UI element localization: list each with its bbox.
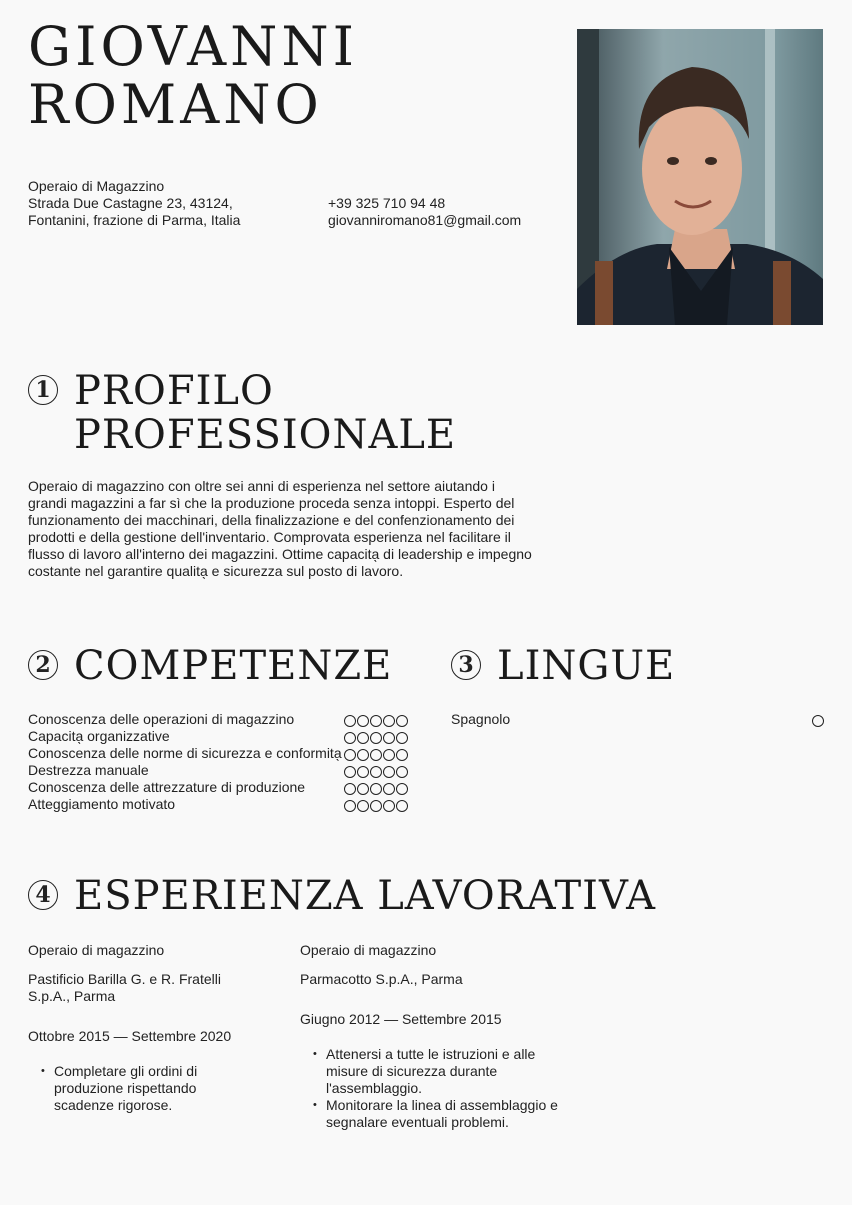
skill-label: Capacita̖ organizzative [28,728,170,744]
profile-text: Operaio di magazzino con oltre sei anni di esperienza nel settore aiutando i grandi magazzini a far sì che la produzione proceda senza intoppi. Esperto del funzionamento dei macchinari, della finalizzazione e del confenzionamento dei prodotti e della gestione dell'inventario. Comprovata esperienza nel facilitare il flusso di lavoro all'interno dei magazzini. Ottime capacita̖ di leadership e impegno costante nel garantire qualita̖ e sicurezza sul posto di lavoro. [28,478,532,579]
rating-circle-icon [370,766,382,778]
profile-photo [577,29,823,325]
name-last: ROMANO [28,73,323,136]
job-duty: • Completare gli ordini di produzione rispettando scadenze rigorose. [54,1063,258,1114]
skills-list [28,711,408,813]
rating-circle-icon [370,800,382,812]
candidate-name [28,15,358,136]
job-role: Operaio di magazzino [300,942,437,958]
job-duties [28,1063,258,1114]
rating-circle-icon [383,800,395,812]
rating-circles [344,749,408,762]
rating-circle-icon [357,732,369,744]
rating-circles [344,800,408,813]
rating-circle-icon [344,783,356,795]
profile-section [28,369,548,457]
rating-circle-icon [383,732,395,744]
rating-circles [344,783,408,796]
job-duty: • Monitorare la linea di assemblaggio e segnalare eventuali problemi. [326,1097,560,1131]
name-first: GIOVANNI [28,15,358,78]
contact-left [28,178,318,229]
skill-label: Conoscenza delle norme di sicurezza e conformita̖ [28,745,342,761]
rating-circle-icon [396,715,408,727]
address-line-2: Fontanini, frazione di Parma, Italia [28,212,241,228]
skill-row [451,711,824,728]
skill-label: Atteggiamento motivato [28,796,176,812]
job-period: Ottobre 2015 — Settembre 2020 [28,1028,232,1044]
rating-circle-icon [357,766,369,778]
skill-label: Conoscenza delle operazioni di magazzino [28,711,295,727]
rating-circle-icon [396,766,408,778]
rating-circle-icon [344,732,356,744]
rating-circle-icon [344,715,356,727]
job-entry [300,942,560,1131]
profile-heading [28,369,548,457]
job-duties [300,1046,560,1131]
rating-circle-icon [396,732,408,744]
rating-circle-icon [383,766,395,778]
skills-heading [28,644,392,688]
rating-circle-icon [357,715,369,727]
rating-circle-icon [396,800,408,812]
rating-circle-icon [344,800,356,812]
job-role: Operaio di magazzino [28,942,165,958]
rating-circle-icon [383,715,395,727]
section-number-4: 4 [28,880,58,910]
portrait-illustration [577,29,823,325]
rating-circle-icon [370,715,382,727]
rating-circle-icon [344,766,356,778]
job-entry [28,942,258,1114]
rating-circles [344,715,408,728]
languages-list [451,711,824,728]
email-address: giovanniromano81@gmail.com [328,212,522,228]
phone-number: +39 325 710 94 48 [328,195,446,211]
section-number-1: 1 [28,375,58,405]
contact-right [328,195,568,229]
skills-title: COMPETENZE [74,643,393,689]
rating-circle-icon [383,749,395,761]
rating-circle-icon [396,783,408,795]
section-number-2: 2 [28,650,58,680]
rating-circle-icon [812,715,824,727]
rating-circle-icon [370,749,382,761]
skill-label: Conoscenza delle attrezzature di produzione [28,779,306,795]
experience-section [28,874,728,918]
skill-label: Spagnolo [451,711,511,727]
rating-circle-icon [370,732,382,744]
profile-title: PROFILO PROFESSIONALE [74,368,457,458]
rating-circles [812,715,824,728]
skill-row [28,779,408,796]
job-company: Pastificio Barilla G. e R. Fratelli S.p.A., Parma [28,971,221,1004]
skill-row [28,745,408,762]
rating-circle-icon [344,749,356,761]
rating-circles [344,766,408,779]
rating-circle-icon [370,783,382,795]
languages-title: LINGUE [497,643,676,689]
skill-row [28,762,408,779]
skill-row [28,711,408,728]
rating-circle-icon [357,749,369,761]
rating-circle-icon [357,783,369,795]
skill-row [28,728,408,745]
job-company: Parmacotto S.p.A., Parma [300,971,463,987]
skills-section [28,644,392,688]
rating-circles [344,732,408,745]
languages-section [451,644,675,688]
experience-title: ESPERIENZA LAVORATIVA [74,873,657,919]
experience-heading [28,874,728,918]
rating-circle-icon [383,783,395,795]
job-duty: • Attenersi a tutte le istruzioni e alle misure di sicurezza durante l'assemblaggio. [326,1046,560,1097]
languages-heading [451,644,675,688]
job-period: Giugno 2012 — Settembre 2015 [300,1011,502,1027]
rating-circle-icon [396,749,408,761]
section-number-3: 3 [451,650,481,680]
skill-label: Destrezza manuale [28,762,149,778]
rating-circle-icon [357,800,369,812]
job-title: Operaio di Magazzino [28,178,165,194]
address-line-1: Strada Due Castagne 23, 43124, [28,195,233,211]
skill-row [28,796,408,813]
